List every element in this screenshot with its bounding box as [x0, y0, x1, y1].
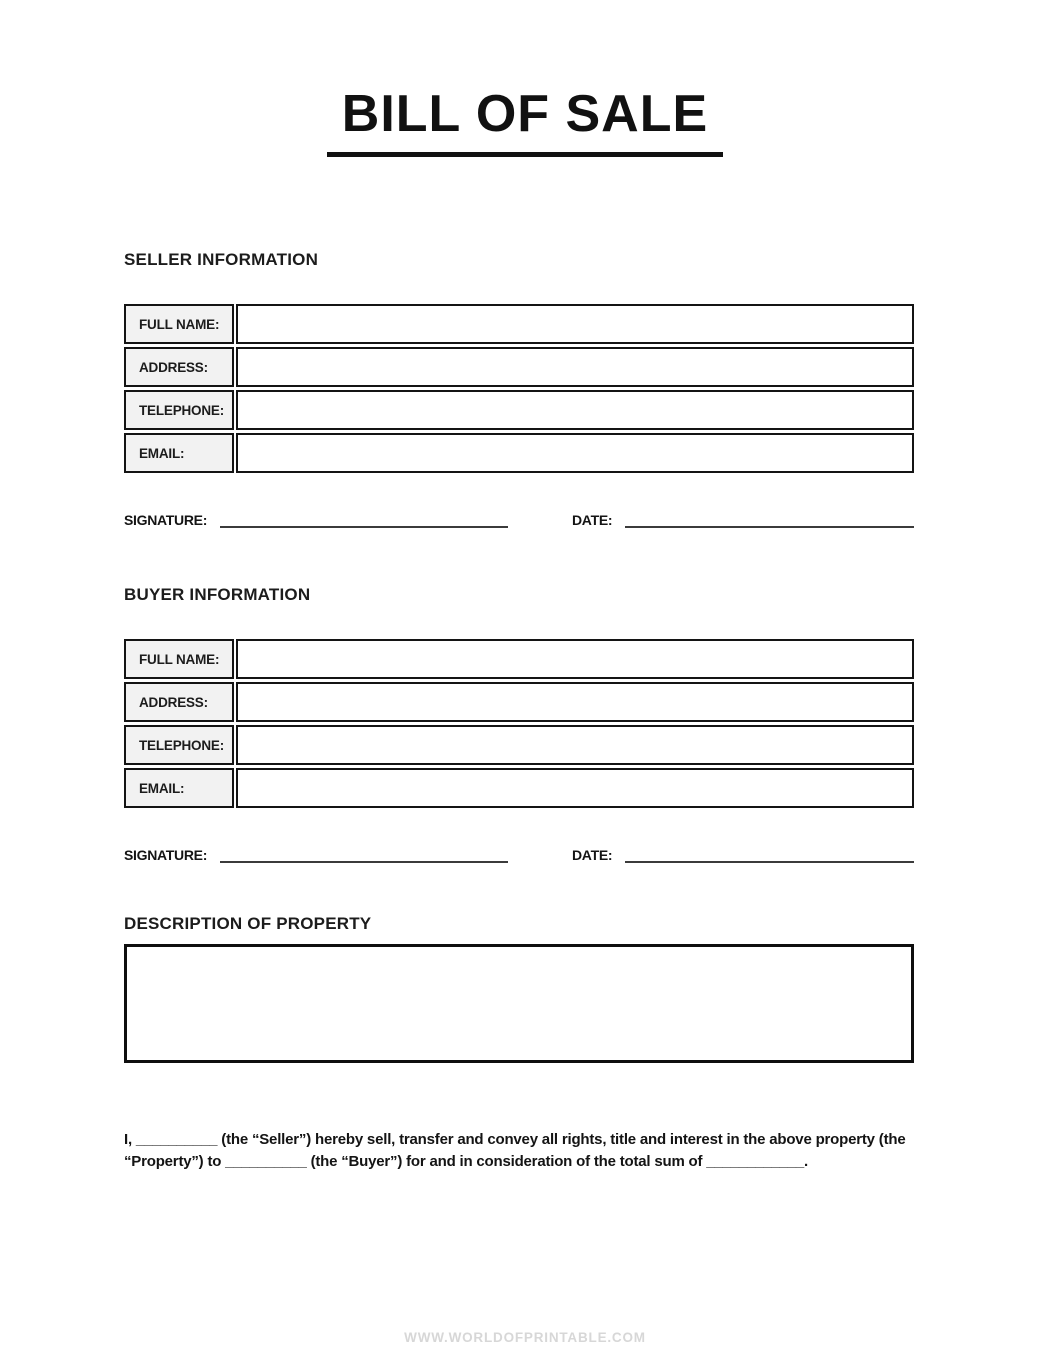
email-label: EMAIL:	[124, 768, 234, 808]
address-label: ADDRESS:	[124, 347, 234, 387]
full-name-label: FULL NAME:	[124, 639, 234, 679]
buyer-address-input[interactable]	[236, 682, 914, 722]
page-title: BILL OF SALE	[341, 85, 709, 143]
date-label: DATE:	[572, 512, 613, 529]
seller-telephone-input[interactable]	[236, 390, 914, 430]
buyer-date-line[interactable]	[625, 843, 914, 863]
buyer-address-row	[124, 682, 914, 722]
signature-label: SIGNATURE:	[124, 512, 208, 529]
date-label: DATE:	[572, 847, 613, 864]
buyer-signature-line[interactable]	[220, 843, 508, 863]
seller-address-row	[124, 347, 914, 387]
buyer-telephone-row	[124, 725, 914, 765]
telephone-label: TELEPHONE:	[124, 725, 234, 765]
legal-paragraph: I, __________ (the “Seller”) hereby sell, transfer and convey all rights, title and interest in the above property (the “Property”) to __________ (the “Buyer”) for and in consideration of the total sum of ____________.	[124, 1131, 906, 1170]
title-underline	[327, 152, 723, 157]
buyer-signature-row	[124, 841, 914, 863]
title-block	[0, 0, 1050, 157]
content-column	[124, 250, 914, 1173]
buyer-email-input[interactable]	[236, 768, 914, 808]
seller-email-row	[124, 433, 914, 473]
telephone-label: TELEPHONE:	[124, 390, 234, 430]
buyer-signature-group	[124, 843, 508, 863]
buyer-telephone-input[interactable]	[236, 725, 914, 765]
seller-date-line[interactable]	[625, 508, 914, 528]
buyer-full-name-row	[124, 639, 914, 679]
seller-full-name-row	[124, 304, 914, 344]
seller-signature-line[interactable]	[220, 508, 508, 528]
seller-email-input[interactable]	[236, 433, 914, 473]
buyer-fields-table	[124, 639, 914, 808]
footer-website-text: WWW.WORLDOFPRINTABLE.COM	[404, 1330, 646, 1345]
seller-signature-row	[124, 506, 914, 528]
buyer-section-heading: BUYER INFORMATION	[124, 585, 311, 605]
seller-fields-table	[124, 304, 914, 473]
seller-section-heading: SELLER INFORMATION	[124, 250, 319, 270]
seller-date-group	[572, 508, 914, 528]
seller-signature-group	[124, 508, 508, 528]
description-section-heading: DESCRIPTION OF PROPERTY	[124, 914, 372, 934]
seller-full-name-input[interactable]	[236, 304, 914, 344]
description-textarea[interactable]	[124, 944, 914, 1063]
full-name-label: FULL NAME:	[124, 304, 234, 344]
address-label: ADDRESS:	[124, 682, 234, 722]
buyer-full-name-input[interactable]	[236, 639, 914, 679]
buyer-email-row	[124, 768, 914, 808]
seller-address-input[interactable]	[236, 347, 914, 387]
signature-label: SIGNATURE:	[124, 847, 208, 864]
email-label: EMAIL:	[124, 433, 234, 473]
seller-telephone-row	[124, 390, 914, 430]
buyer-date-group	[572, 843, 914, 863]
